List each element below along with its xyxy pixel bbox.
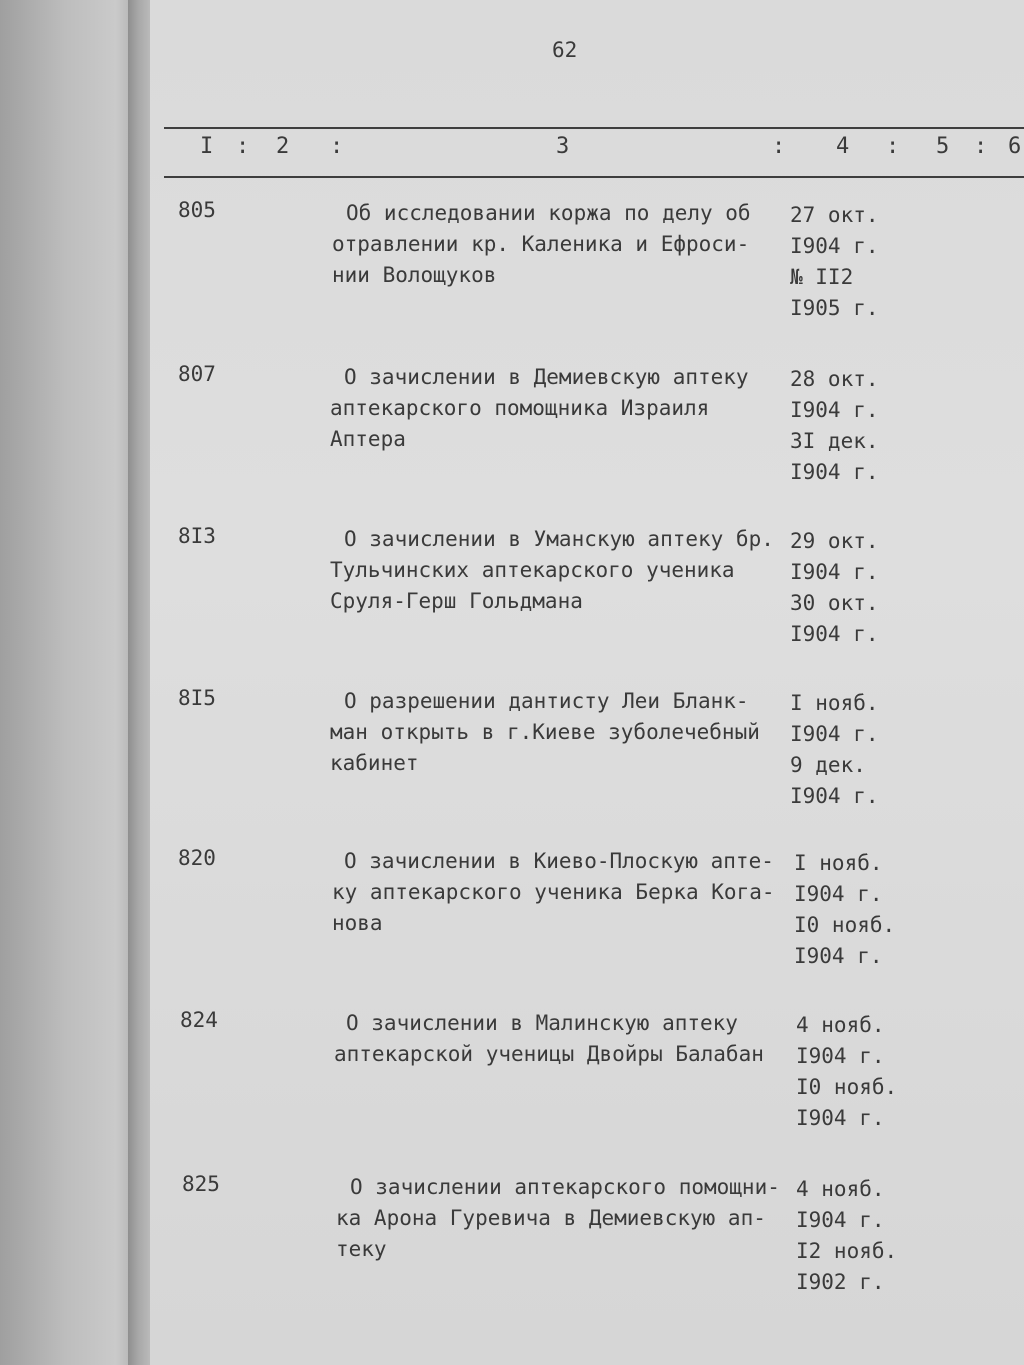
entry-dates — [790, 200, 879, 324]
column-separator: : — [330, 134, 344, 159]
date-line: I904 г. — [796, 1044, 885, 1068]
description-line: нова — [332, 911, 383, 935]
description-line: О разрешении дантисту Леи Бланк- — [344, 689, 749, 713]
register-entry — [150, 686, 1024, 836]
entry-dates — [796, 1174, 897, 1298]
column-header-1: I — [200, 134, 214, 159]
column-header-2: 2 — [276, 134, 290, 159]
entry-dates — [794, 848, 895, 972]
description-line: О зачислении аптекарского помощни- — [350, 1175, 780, 1199]
page-number: 62 — [552, 38, 578, 62]
entry-dates — [796, 1010, 897, 1134]
date-line: I904 г. — [790, 784, 879, 808]
description-line: Аптера — [330, 427, 406, 451]
entry-dates — [790, 526, 879, 650]
header-rule-top — [164, 127, 1024, 129]
date-line: 3I дек. — [790, 429, 879, 453]
date-line: I нояб. — [790, 691, 879, 715]
entry-number: 820 — [178, 846, 216, 870]
entry-number: 807 — [178, 362, 216, 386]
date-line: I904 г. — [794, 944, 883, 968]
entry-description — [336, 1172, 810, 1265]
header-rule-bottom — [164, 176, 1024, 178]
column-header-5: 5 — [936, 134, 950, 159]
entry-number: 8I3 — [178, 524, 216, 548]
column-header-6: 6 — [1008, 134, 1022, 159]
date-line: 28 окт. — [790, 367, 879, 391]
register-entry — [150, 1008, 1024, 1158]
date-line: I904 г. — [796, 1106, 885, 1130]
date-line: I904 г. — [794, 882, 883, 906]
entry-description — [330, 362, 804, 455]
date-line: I2 нояб. — [796, 1239, 898, 1263]
date-line: I904 г. — [790, 234, 879, 258]
date-line: I0 нояб. — [794, 913, 896, 937]
date-line: I904 г. — [790, 460, 879, 484]
register-entry — [150, 362, 1024, 512]
entry-number: 805 — [178, 198, 216, 222]
register-entry — [150, 846, 1024, 996]
column-separator: : — [236, 134, 250, 159]
date-line: I905 г. — [790, 296, 879, 320]
date-line: I904 г. — [790, 560, 879, 584]
date-line: I902 г. — [796, 1270, 885, 1294]
date-line: 30 окт. — [790, 591, 879, 615]
description-line: ман открыть в г.Киеве зуболечебный — [330, 720, 760, 744]
date-line: I904 г. — [796, 1208, 885, 1232]
entry-description — [330, 524, 804, 617]
entry-number: 825 — [182, 1172, 220, 1196]
date-line: 9 дек. — [790, 753, 866, 777]
date-line: 27 окт. — [790, 203, 879, 227]
description-line: нии Волощуков — [332, 263, 497, 287]
entry-description — [334, 1008, 806, 1070]
document-page — [150, 0, 1024, 1365]
description-line: О зачислении в Уманскую аптеку бр. — [344, 527, 774, 551]
date-line: № II2 — [790, 265, 854, 289]
description-line: ка Арона Гуревича в Демиевскую ап- — [336, 1206, 766, 1230]
description-line: отравлении кр. Каленика и Ефроси- — [332, 232, 750, 256]
description-line: О зачислении в Демиевскую аптеку — [344, 365, 749, 389]
description-line: О зачислении в Киево-Плоскую апте- — [344, 849, 774, 873]
description-line: Тульчинских аптекарского ученика — [330, 558, 735, 582]
description-line: аптекарской ученицы Двойры Балабан — [334, 1042, 764, 1066]
entry-dates — [790, 688, 879, 812]
date-line: I904 г. — [790, 622, 879, 646]
entry-description — [332, 846, 804, 939]
column-separator: : — [886, 134, 900, 159]
column-separator: : — [974, 134, 988, 159]
description-line: Об исследовании коржа по делу об — [346, 201, 751, 225]
entry-dates — [790, 364, 879, 488]
date-line: I904 г. — [790, 398, 879, 422]
date-line: I0 нояб. — [796, 1075, 898, 1099]
entry-number: 8I5 — [178, 686, 216, 710]
description-line: теку — [336, 1237, 387, 1261]
description-line: ку аптекарского ученика Берка Кога- — [332, 880, 775, 904]
entry-description — [330, 686, 804, 779]
column-separator: : — [772, 134, 786, 159]
date-line: 29 окт. — [790, 529, 879, 553]
entry-number: 824 — [180, 1008, 218, 1032]
column-header-4: 4 — [836, 134, 850, 159]
column-header-3: 3 — [556, 134, 570, 159]
date-line: I нояб. — [794, 851, 883, 875]
register-entry — [150, 198, 1024, 348]
register-entry — [150, 1172, 1024, 1322]
date-line: I904 г. — [790, 722, 879, 746]
previous-page-edge — [0, 0, 145, 1365]
date-line: 4 нояб. — [796, 1177, 885, 1201]
description-line: кабинет — [330, 751, 419, 775]
description-line: Сруля-Герш Гольдмана — [330, 589, 583, 613]
entry-description — [332, 198, 806, 291]
description-line: аптекарского помощника Израиля — [330, 396, 710, 420]
description-line: О зачислении в Малинскую аптеку — [346, 1011, 738, 1035]
register-entry — [150, 524, 1024, 674]
date-line: 4 нояб. — [796, 1013, 885, 1037]
